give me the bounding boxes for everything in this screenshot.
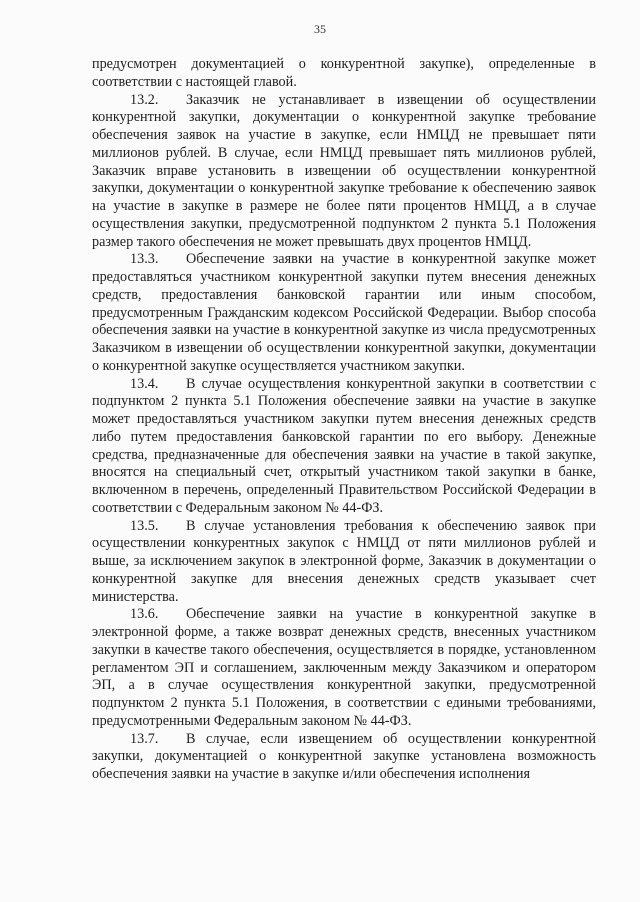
paragraph-text: Заказчик не устанавливает в извещении об осуществлении конкурентной закупки, документации о конкурентной закупке требование обеспечения заявок на участие в закупке, если НМЦД не превышает пяти миллионов рублей. В случае, если НМЦД превышает пять миллионов рублей, Заказчик вправе установить в извещении об осуществлении конкурентной закупки, документации о конкурентной закупке требование к обеспечению заявок на участие в закупке в размере не более пяти процентов НМЦД, а в случае осуществления закупки, предусмотренной подпунктом 2 пункта 5.1 Положения размер такого обеспечения не может превышать двух процентов НМЦД. — [92, 91, 596, 250]
paragraph-text: предусмотрен документацией о конкурентной закупке), определенные в соответствии с настоящей главой. — [92, 56, 596, 90]
paragraph-number: 13.7. — [130, 730, 159, 747]
document-body — [92, 56, 596, 784]
paragraph-number: 13.6. — [130, 606, 159, 623]
paragraph-number: 13.5. — [130, 517, 159, 534]
page-number: 35 — [314, 22, 326, 36]
paragraph-13-3 — [92, 251, 596, 375]
paragraph-number: 13.3. — [130, 251, 159, 268]
paragraph-text: В случае установления требования к обеспечению заявок при осуществлении конкурентных закупок с НМЦД от пяти миллионов рублей и выше, за исключением закупок в электронной форме, Заказчик в документации о конкурентной закупке для внесения денежных средств указывает счет министерства. — [92, 517, 596, 605]
paragraph-13-5 — [92, 518, 596, 607]
paragraph-text: В случае осуществления конкурентной закупки в соответствии с подпунктом 2 пункта 5.1 Положения обеспечение заявки на участие в закупке может предоставляться участником закупки путем внесения денежных средств либо путем предоставления банковской гарантии по его выбору. Денежные средства, предназначенные для обеспечения заявки на участие в такой закупке, вносятся на специальный счет, открытый участником такой закупки в банке, включенном в перечень, определенный Правительством Российской Федерации в соответствии с Федеральным законом № 44-ФЗ. — [92, 375, 596, 516]
paragraph-number: 13.2. — [130, 91, 159, 108]
paragraph-13-2 — [92, 92, 596, 252]
paragraph-13-6 — [92, 606, 596, 730]
paragraph-text: В случае, если извещением об осуществлении конкурентной закупки, документацией о конкурентной закупке установлена возможность обеспечения заявки на участие в закупке и/или обеспечения исполнения — [92, 730, 596, 782]
paragraph-text: Обеспечение заявки на участие в конкурентной закупке в электронной форме, а также возврат денежных средств, внесенных участником закупки в качестве такого обеспечения, осуществляется в порядке, установленном регламентом ЭП и соглашением, заключенным между Заказчиком и оператором ЭП, а в случае осуществления конкурентной закупки, предусмотренной подпунктом 2 пункта 5.1 Положения, в соответствии с едиными требованиями, предусмотренными Федеральным законом № 44-ФЗ. — [92, 606, 596, 729]
paragraph-13-4 — [92, 376, 596, 518]
paragraph-continuation — [92, 56, 596, 92]
paragraph-number: 13.4. — [130, 375, 159, 392]
paragraph-13-7 — [92, 731, 596, 784]
paragraph-text: Обеспечение заявки на участие в конкурентной закупке может предоставляться участником конкурентной закупки путем внесения денежных средств, предоставления банковской гарантии или иным способом, предусмотренным Гражданским кодексом Российской Федерации. Выбор способа обеспечения заявки на участие в конкурентной закупке из числа предусмотренных Заказчиком в извещении об осуществлении конкурентной закупки, документации о конкурентной закупке осуществляется участником закупки. — [92, 251, 596, 374]
